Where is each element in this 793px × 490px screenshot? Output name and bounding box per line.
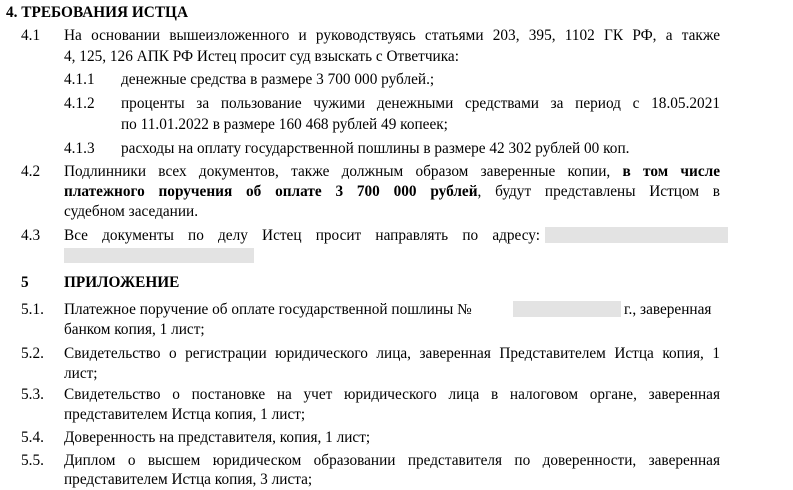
appendix-item-number: 5.1. bbox=[21, 301, 44, 318]
redacted-payment-order-number bbox=[513, 301, 621, 317]
clause-4-2-line-3: судебном заседании. bbox=[64, 203, 199, 220]
appendix-item-number: 5.5. bbox=[21, 452, 44, 469]
appendix-item-5-1-line-1a: Платежное поручение об оплате государственной пошлины № bbox=[64, 301, 472, 318]
section-5-number: 5 bbox=[21, 274, 29, 291]
clause-4-3-text: Все документы по делу Истец просит направлять по адресу: bbox=[64, 227, 540, 244]
clause-4-2-line-1-bold: в том числе bbox=[622, 163, 720, 180]
clause-4-1-2-number: 4.1.2 bbox=[64, 95, 95, 112]
clause-4-2-number: 4.2 bbox=[21, 163, 41, 180]
clause-4-1-1-text: денежные средства в размере 3 700 000 рублей.; bbox=[121, 71, 435, 88]
clause-4-2-line-1 bbox=[64, 162, 720, 182]
appendix-item-number: 5.4. bbox=[21, 429, 44, 446]
clause-4-1-number: 4.1 bbox=[21, 27, 41, 44]
appendix-item-5-1-line-1b: г., заверенная bbox=[624, 301, 712, 318]
redacted-address-line-2 bbox=[64, 248, 254, 263]
clause-4-2-line-1-regular: Подлинники всех документов, также должным образом заверенные копии, bbox=[64, 163, 623, 180]
section-5-heading: ПРИЛОЖЕНИЕ bbox=[64, 274, 180, 291]
clause-4-2-line-2 bbox=[64, 182, 720, 202]
redacted-address-line-1 bbox=[545, 227, 728, 243]
clause-4-1-3-text: расходы на оплату государственной пошлины в размере 42 302 рублей 00 коп. bbox=[121, 140, 630, 157]
clause-4-2-line-2-bold: платежного поручения об оплате 3 700 000 рублей bbox=[64, 183, 478, 200]
clause-4-1-2-line-2: по 11.01.2022 в размере 160 468 рублей 49 копеек; bbox=[121, 116, 448, 133]
appendix-item-number: 5.3. bbox=[21, 386, 44, 403]
section-4-heading: 4. ТРЕБОВАНИЯ ИСТЦА bbox=[6, 4, 189, 21]
clause-4-1-line-1: На основании вышеизложенного и руководствуясь статьями 203, 395, 1102 ГК РФ, а также bbox=[64, 27, 720, 44]
appendix-item-number: 5.2. bbox=[21, 345, 44, 362]
clause-4-1-3-number: 4.1.3 bbox=[64, 140, 95, 157]
clause-4-1-1-number: 4.1.1 bbox=[64, 71, 95, 88]
appendix-item-5-5-line-2: представителем Истца копия, 3 листа; bbox=[64, 471, 313, 488]
appendix-item-5-2-line-2: лист; bbox=[64, 365, 98, 382]
clause-4-3-number: 4.3 bbox=[21, 227, 41, 244]
clause-4-1-2-line-1: проценты за пользование чужими денежными средствами за период с 18.05.2021 bbox=[121, 95, 720, 112]
appendix-item-5-2-line-1: Свидетельство о регистрации юридического лица, заверенная Представителем Истца копия, 1 bbox=[64, 345, 720, 362]
appendix-item-5-3-line-2: представителем Истца копия, 1 лист; bbox=[64, 406, 306, 423]
appendix-item-5-1-line-2: банком копия, 1 лист; bbox=[64, 321, 205, 338]
clause-4-2-line-2-regular: , будут представлены Истцом в bbox=[477, 183, 720, 200]
clause-4-1-line-2: 4, 125, 126 АПК РФ Истец просит суд взыскать с Ответчика: bbox=[64, 48, 459, 65]
appendix-item-5-5-line-1: Диплом о высшем юридическом образовании представителя по доверенности, заверенная bbox=[64, 452, 720, 469]
appendix-item-5-4-line-1: Доверенность на представителя, копия, 1 лист; bbox=[64, 429, 371, 446]
appendix-item-5-3-line-1: Свидетельство о постановке на учет юридического лица в налоговом органе, заверенная bbox=[64, 386, 720, 403]
